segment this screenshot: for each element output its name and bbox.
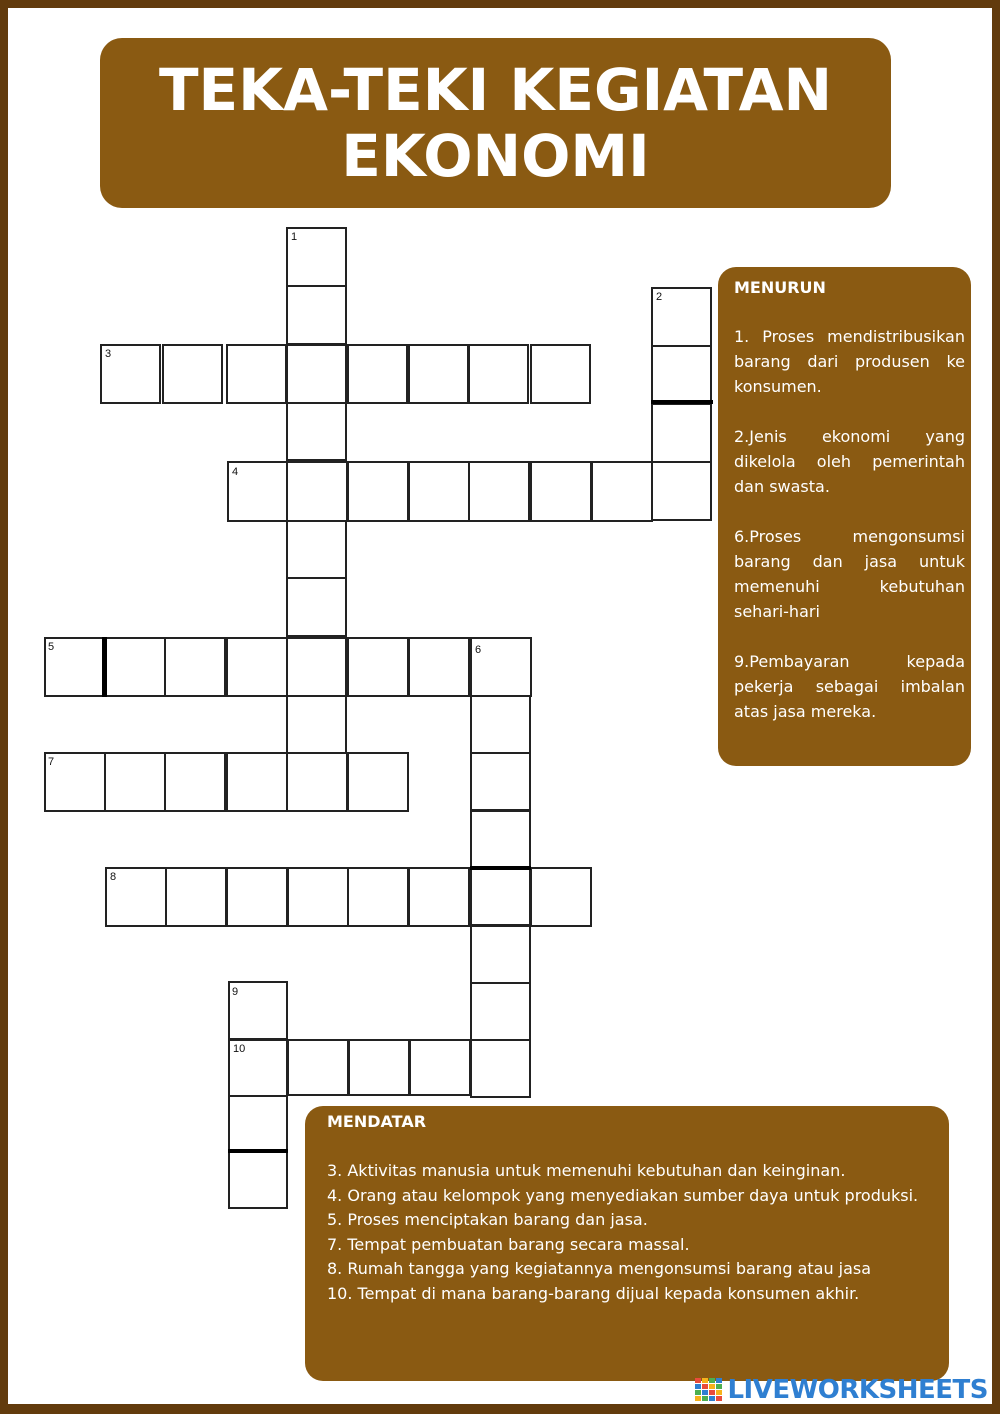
clue-down-2: 2.Jenis ekonomi yang dikelola oleh pemerintah dan swasta.	[734, 427, 965, 496]
crossword-cell[interactable]	[347, 637, 409, 697]
crossword-cell-input[interactable]	[288, 697, 345, 753]
clue-number-1: 1	[291, 231, 298, 243]
clue-across-3: 3. Aktivitas manusia untuk memenuhi kebutuhan dan keinginan.	[327, 1161, 846, 1180]
crossword-cell-input[interactable]	[349, 754, 407, 810]
crossword-cell-input[interactable]	[532, 463, 590, 520]
crossword-cell[interactable]	[226, 752, 288, 812]
crossword-cell-input[interactable]	[349, 346, 406, 402]
crossword-cell[interactable]	[409, 1039, 471, 1096]
crossword-cell[interactable]	[286, 637, 347, 697]
crossword-cell-input[interactable]	[288, 403, 345, 459]
crossword-cell[interactable]	[651, 403, 712, 463]
crossword-cell[interactable]	[226, 637, 288, 697]
crossword-cell[interactable]	[468, 461, 530, 522]
crossword-cell-input[interactable]	[106, 639, 164, 695]
title-line-1: TEKA-TEKI KEGIATAN	[158, 56, 833, 124]
crossword-cell[interactable]	[287, 1039, 349, 1096]
crossword-cell-input[interactable]	[288, 754, 346, 810]
crossword-cell-input[interactable]	[593, 463, 651, 520]
clues-across-heading: MENDATAR	[327, 1112, 427, 1131]
liveworksheets-brand: LIVEWORKSHEETS	[727, 1375, 988, 1405]
crossword-cell-input[interactable]	[349, 463, 407, 520]
crossword-cell[interactable]	[470, 867, 531, 926]
crossword-cell-input[interactable]	[228, 639, 286, 695]
crossword-cell-input[interactable]	[472, 812, 529, 867]
crossword-cell[interactable]	[408, 344, 469, 404]
clue-across-10: 10. Tempat di mana barang-barang dijual kepada konsumen akhir.	[327, 1283, 860, 1303]
clue-across-4: 4. Orang atau kelompok yang menyediakan sumber daya untuk produksi.	[327, 1185, 919, 1205]
crossword-cell-input[interactable]	[472, 927, 529, 982]
clue-number-5: 5	[48, 641, 55, 653]
crossword-cell[interactable]	[164, 752, 226, 812]
crossword-cell-input[interactable]	[653, 463, 710, 519]
crossword-cell-input[interactable]	[289, 869, 347, 925]
crossword-cell-input[interactable]	[289, 1041, 347, 1094]
crossword-cell[interactable]	[651, 345, 712, 405]
crossword-cell[interactable]	[104, 752, 166, 812]
clues-across-list	[327, 1159, 928, 1306]
clues-down-panel	[718, 267, 971, 766]
crossword-cell[interactable]	[470, 695, 531, 754]
crossword-cell-input[interactable]	[470, 463, 528, 520]
crossword-cell[interactable]	[347, 461, 409, 522]
crossword-cell[interactable]	[286, 401, 347, 461]
clue-down-1: 1. Proses mendistribusikan barang dari produsen ke konsumen.	[734, 327, 965, 396]
crossword-cell-input[interactable]	[350, 1041, 408, 1094]
liveworksheets-logo	[695, 1375, 988, 1405]
crossword-cell-input[interactable]	[288, 463, 346, 520]
crossword-cell-input[interactable]	[230, 1152, 286, 1207]
crossword-cell[interactable]	[470, 810, 531, 869]
crossword-cell-input[interactable]	[349, 869, 407, 925]
crossword-cell-input[interactable]	[532, 346, 589, 402]
crossword-cell-input[interactable]	[166, 639, 224, 695]
crossword-cell-input[interactable]	[288, 579, 345, 635]
word-separator-bar	[651, 400, 713, 404]
crossword-cell[interactable]	[347, 752, 409, 812]
crossword-cell-input[interactable]	[228, 346, 285, 402]
clue-down-9: 9.Pembayaran kepada pekerja sebagai imbalan atas jasa mereka.	[734, 652, 965, 721]
crossword-cell-input[interactable]	[470, 346, 527, 402]
crossword-cell[interactable]	[287, 867, 349, 927]
crossword-cell-input[interactable]	[653, 405, 710, 461]
crossword-cell-input[interactable]	[288, 287, 345, 343]
crossword-cell[interactable]	[408, 461, 470, 522]
clue-number-8: 8	[110, 871, 117, 883]
crossword-cell-input[interactable]	[472, 869, 529, 924]
crossword-cell-input[interactable]	[164, 346, 221, 402]
crossword-cell[interactable]	[530, 461, 592, 522]
clue-across-7: 7. Tempat pembuatan barang secara massal.	[327, 1234, 690, 1254]
crossword-cell[interactable]	[530, 344, 591, 404]
clue-number-4: 4	[232, 466, 239, 478]
crossword-cell-input[interactable]	[106, 754, 164, 810]
crossword-cell[interactable]	[347, 344, 408, 404]
crossword-cell[interactable]	[347, 867, 409, 927]
crossword-cell[interactable]	[286, 519, 347, 579]
clue-across-8: 8. Rumah tangga yang kegiatannya mengonsumsi barang atau jasa	[327, 1259, 872, 1278]
crossword-cell-input[interactable]	[288, 346, 345, 402]
crossword-cell[interactable]	[408, 867, 470, 927]
crossword-cell-input[interactable]	[472, 984, 529, 1039]
crossword-cell[interactable]	[468, 344, 529, 404]
crossword-cell[interactable]	[286, 461, 348, 522]
crossword-cell[interactable]	[530, 867, 592, 927]
clue-number-9: 9	[232, 986, 239, 998]
crossword-cell-input[interactable]	[410, 346, 467, 402]
crossword-cell-input[interactable]	[410, 463, 468, 520]
crossword-cell[interactable]	[348, 1039, 410, 1096]
crossword-cell[interactable]	[408, 637, 470, 697]
crossword-cell-input[interactable]	[288, 521, 345, 577]
crossword-cell-input[interactable]	[230, 1097, 286, 1152]
crossword-cell[interactable]	[164, 637, 226, 697]
clue-number-10: 10	[233, 1043, 246, 1055]
crossword-cell[interactable]	[286, 752, 348, 812]
crossword-cell-input[interactable]	[228, 754, 286, 810]
crossword-cell-input[interactable]	[349, 639, 407, 695]
crossword-cell-input[interactable]	[288, 639, 345, 695]
crossword-cell[interactable]	[228, 1150, 288, 1209]
crossword-cell[interactable]	[470, 752, 531, 811]
crossword-cell[interactable]	[104, 637, 166, 697]
clues-across-panel	[305, 1106, 949, 1381]
crossword-cell[interactable]	[470, 925, 531, 984]
crossword-cell-input[interactable]	[653, 347, 710, 403]
crossword-cell-input[interactable]	[472, 697, 529, 752]
crossword-cell[interactable]	[226, 867, 288, 927]
crossword-cell[interactable]	[651, 461, 712, 521]
crossword-cell[interactable]	[165, 867, 227, 927]
word-separator-bar	[470, 866, 531, 870]
crossword-cell-input[interactable]	[472, 754, 529, 809]
crossword-cell-input[interactable]	[228, 869, 286, 925]
crossword-cell[interactable]	[286, 577, 347, 637]
crossword-cell[interactable]	[226, 344, 287, 404]
crossword-cell-input[interactable]	[46, 639, 104, 695]
crossword-cell[interactable]	[591, 461, 653, 522]
crossword-cell[interactable]	[470, 982, 531, 1041]
crossword-cell-input[interactable]	[532, 869, 590, 925]
clue-down-6: 6.Proses mengonsumsi barang dan jasa untuk memenuhi kebutuhan sehari-hari	[734, 527, 965, 621]
clue-across-5: 5. Proses menciptakan barang dan jasa.	[327, 1210, 648, 1229]
liveworksheets-mark-icon	[695, 1378, 723, 1402]
clue-number-6: 6	[475, 644, 482, 656]
crossword-cell-input[interactable]	[230, 983, 286, 1038]
title-line-2: EKONOMI	[341, 122, 650, 190]
crossword-cell[interactable]	[162, 344, 223, 404]
crossword-cell[interactable]	[286, 344, 347, 404]
clue-number-7: 7	[48, 756, 55, 768]
crossword-cell[interactable]	[286, 695, 347, 755]
clues-down-heading: MENURUN	[734, 278, 826, 297]
crossword-cell[interactable]	[228, 1095, 288, 1154]
crossword-cell[interactable]	[286, 285, 347, 345]
clue-number-2: 2	[656, 291, 663, 303]
crossword-cell-input[interactable]	[46, 754, 104, 810]
crossword-cell-input[interactable]	[472, 1041, 529, 1096]
word-separator-bar	[102, 637, 107, 697]
crossword-cell[interactable]	[470, 1039, 531, 1098]
crossword-cell-input[interactable]	[410, 869, 468, 925]
clue-number-3: 3	[105, 348, 112, 360]
crossword-cell-input[interactable]	[411, 1041, 469, 1094]
crossword-cell-input[interactable]	[166, 754, 224, 810]
crossword-cell-input[interactable]	[167, 869, 225, 925]
crossword-cell-input[interactable]	[410, 639, 468, 695]
word-separator-bar	[228, 1149, 288, 1153]
